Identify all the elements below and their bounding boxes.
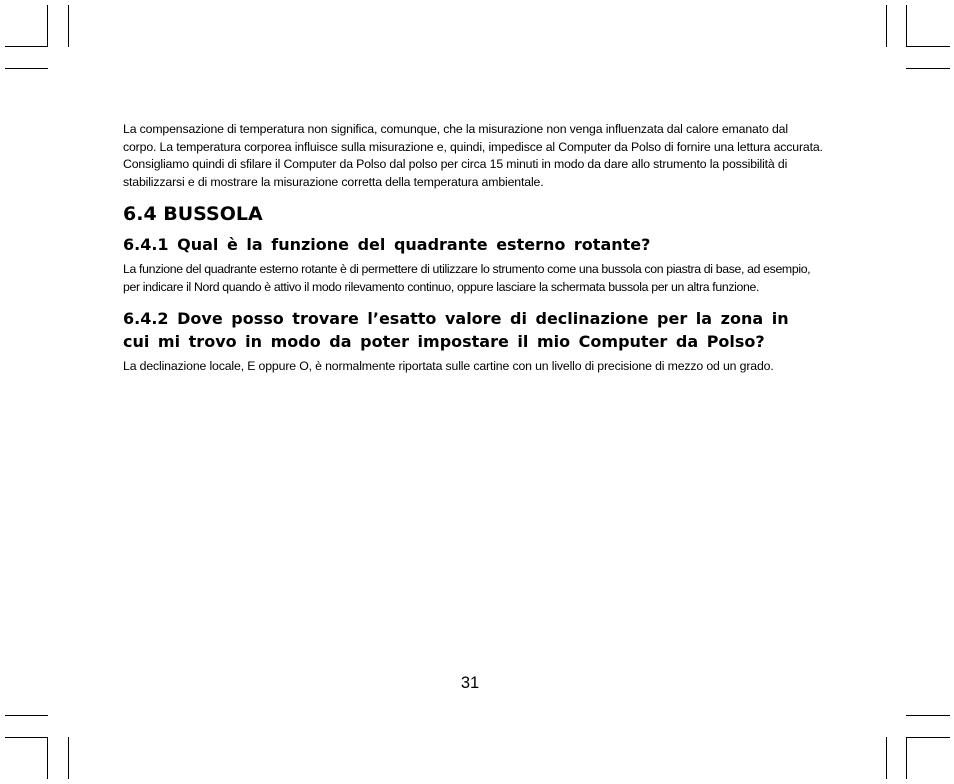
- crop-mark: [5, 737, 48, 738]
- subsection-body-2: La declinazione locale, E oppure O, è normalmente riportata sulle cartine con un livello di precisione di mezzo od un grado.: [123, 358, 774, 373]
- crop-mark: [68, 5, 69, 47]
- intro-paragraph: La compensazione di temperatura non significa, comunque, che la misurazione non venga influenzata dal calore emanato dal corpo. La temperatura corporea influisce sulla misurazione e, quindi, impedisce al Computer da Polso di fornire una lettura accurata. Consigliamo quindi di sfilare il Computer da Polso dal polso per circa 15 minuti in modo da dare allo strumento la possibilità di stabilizzarsi e di mostrare la misurazione corretta della temperatura ambientale.: [123, 122, 823, 189]
- subsection-title-1: 6.4.1 Qual è la funzione del quadrante esterno rotante?: [123, 235, 651, 255]
- page-number: 31: [460, 674, 480, 692]
- crop-mark: [886, 5, 887, 47]
- crop-mark: [906, 46, 950, 47]
- page-content: [123, 121, 823, 375]
- subsection-title-2: 6.4.2 Dove posso trovare l’esatto valore di declinazione per la zona in cui mi trovo in modo da poter impostare il mio Computer da Polso?: [123, 308, 789, 351]
- crop-mark: [906, 737, 950, 738]
- crop-mark: [906, 5, 907, 47]
- crop-mark: [906, 737, 907, 779]
- crop-mark: [47, 5, 48, 47]
- crop-mark: [5, 68, 48, 69]
- crop-mark: [886, 737, 887, 779]
- crop-mark: [68, 737, 69, 779]
- crop-mark: [5, 715, 48, 716]
- crop-mark: [906, 68, 950, 69]
- subsection-body-1: La funzione del quadrante esterno rotante è di permettere di utilizzare lo strumento come una bussola con piastra di base, ad esempio, per indicare il Nord quando è attivo il modo rilevamento continuo, oppure lasciare la schermata bussola per un altra funzione.: [123, 262, 811, 294]
- crop-mark: [47, 737, 48, 779]
- crop-mark: [906, 715, 950, 716]
- crop-mark: [5, 46, 48, 47]
- section-title: 6.4 BUSSOLA: [123, 203, 263, 226]
